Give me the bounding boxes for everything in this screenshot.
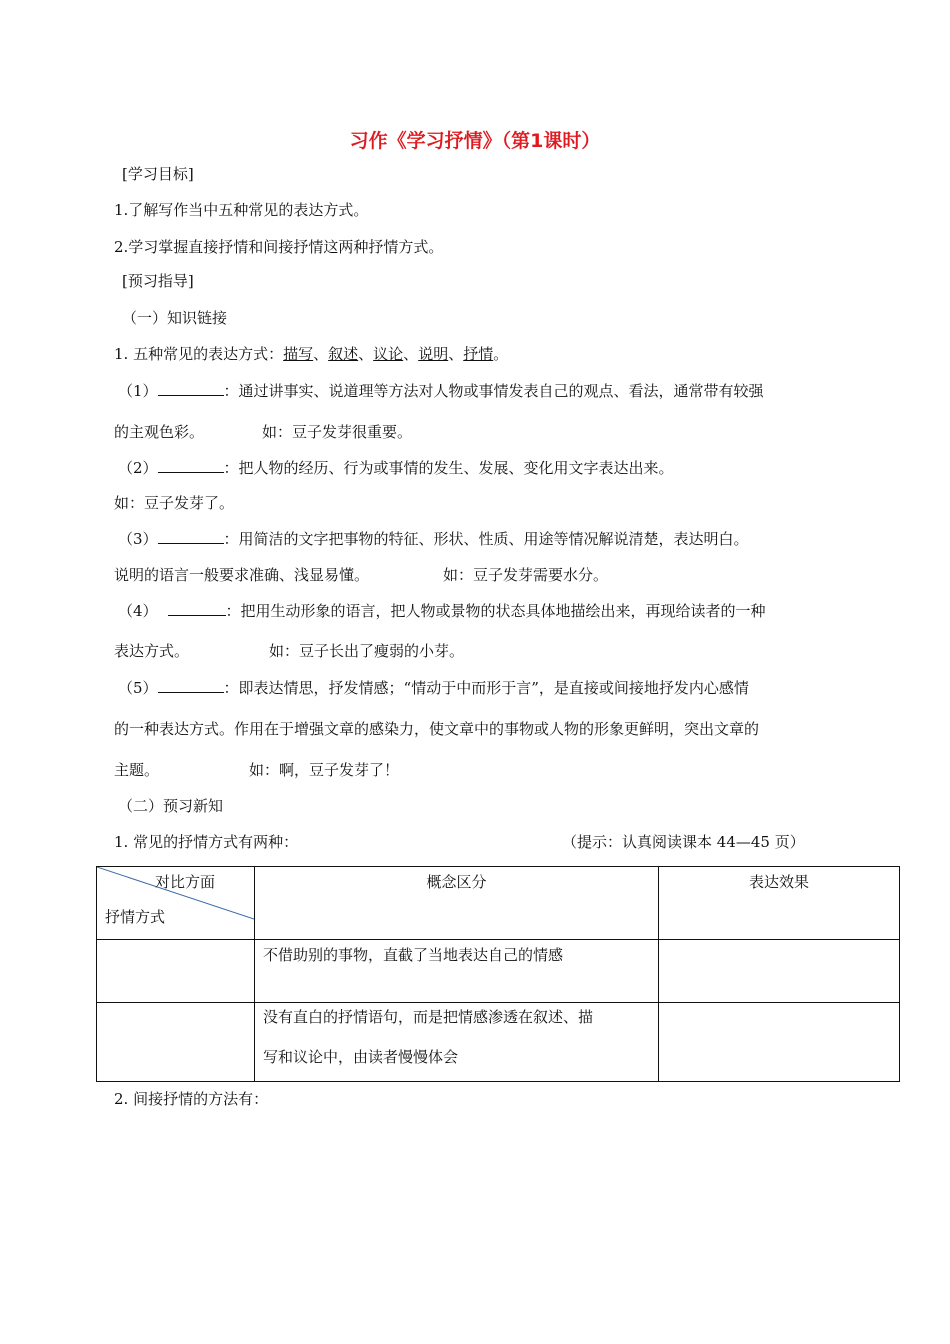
item-5-cont-1: 的一种表达方式。作用在于增强文章的感染力，使文章中的事物或人物的形象更鲜明，突出文章的 (114, 720, 760, 738)
item-3-example: 如：豆子发芽需要水分。 (443, 566, 609, 584)
fill-blank-4[interactable] (168, 601, 226, 616)
item-2-text: ：把人物的经历、行为或事情的发生、发展、变化用文字表达出来。 (223, 459, 674, 477)
question-1-prefix: 1. 五种常见的表达方式： (114, 345, 284, 363)
item-2-example: 如：豆子发芽了。 (114, 494, 235, 512)
row-2-concept (255, 1003, 659, 1082)
item-3-number: （3） (118, 530, 158, 548)
item-1-number: （1） (118, 382, 158, 400)
section-2-header: （二）预习新知 (118, 797, 224, 815)
period: 。 (493, 345, 509, 363)
item-4-cont-text: 表达方式。 (114, 642, 190, 660)
separator: 、 (313, 345, 329, 363)
separator: 、 (448, 345, 464, 363)
item-4-number: （4） (118, 602, 158, 620)
item-3-text: ：用简洁的文字把事物的特征、形状、性质、用途等情况解说清楚，表达明白。 (223, 530, 749, 548)
section-1-header: （一）知识链接 (122, 309, 228, 327)
item-4-continued (114, 640, 464, 661)
item-1-text: ：通过讲事实、说道理等方法对人物或事情发表自己的观点、看法，通常带有较强 (223, 382, 764, 400)
question-3: 2. 间接抒情的方法有： (114, 1090, 269, 1108)
header-aspect-label: 对比方面 (155, 873, 216, 891)
item-1 (118, 380, 764, 401)
question-1 (114, 343, 508, 364)
goal-2: 2.学习掌握直接抒情和间接抒情这两种抒情方式。 (114, 238, 444, 256)
fill-blank-3[interactable] (158, 529, 224, 544)
fill-blank-5[interactable] (158, 678, 224, 693)
question-2-hint: （提示：认真阅读课本 44—45 页） (562, 833, 805, 851)
question-2: 1. 常见的抒情方式有两种： (114, 833, 299, 851)
item-3-continued (114, 564, 608, 585)
mode-lyric: 抒情 (463, 345, 494, 363)
separator: 、 (403, 345, 419, 363)
item-1-example: 如：豆子发芽很重要。 (262, 423, 413, 441)
item-4-text: ：把用生动形象的语言，把人物或景物的状态具体地描绘出来，再现给读者的一种 (225, 602, 766, 620)
item-2-number: （2） (118, 459, 158, 477)
lyric-methods-table (96, 866, 900, 1082)
fill-blank-1[interactable] (158, 381, 224, 396)
item-5-text: ：即表达情思，抒发情感；“情动于中而形于言”，是直接或间接地抒发内心感情 (223, 679, 749, 697)
row-2-concept-line-2: 写和议论中，由读者慢慢体会 (263, 1048, 459, 1066)
item-1-continued (114, 421, 412, 442)
page-title: 习作《学习抒情》（第1课时） (349, 130, 601, 152)
goal-1: 1.了解写作当中五种常见的表达方式。 (114, 201, 369, 219)
mode-argue: 议论 (373, 345, 404, 363)
item-5-example: 如：啊，豆子发芽了！ (249, 761, 400, 779)
item-3 (118, 528, 749, 549)
row-2-concept-line-1: 没有直白的抒情语句，而是把情感渗透在叙述、描 (263, 1008, 594, 1026)
item-3-cont-text: 说明的语言一般要求准确、浅显易懂。 (114, 566, 370, 584)
row-1-effect[interactable] (659, 940, 900, 1003)
separator: 、 (358, 345, 374, 363)
guide-header: [预习指导] (122, 272, 194, 290)
item-5 (118, 677, 749, 698)
mode-explain: 说明 (418, 345, 449, 363)
item-1-cont-text: 的主观色彩。 (114, 423, 205, 441)
item-4-example: 如：豆子长出了瘦弱的小芽。 (269, 642, 465, 660)
item-5-cont-2 (114, 759, 399, 780)
item-5-cont-2-text: 主题。 (114, 761, 160, 779)
row-2-effect[interactable] (659, 1003, 900, 1082)
fill-blank-2[interactable] (158, 458, 224, 473)
row-1-concept: 不借助别的事物，直截了当地表达自己的情感 (255, 940, 659, 1003)
item-5-number: （5） (118, 679, 158, 697)
mode-describe: 描写 (283, 345, 314, 363)
mode-narrate: 叙述 (328, 345, 359, 363)
header-method-label: 抒情方式 (105, 908, 166, 926)
goals-header: [学习目标] (122, 165, 194, 183)
item-2 (118, 457, 674, 478)
item-4 (118, 600, 766, 621)
header-diagonal-cell (97, 867, 255, 940)
header-concept: 概念区分 (255, 867, 659, 940)
row-2-method[interactable] (97, 1003, 255, 1082)
row-1-method[interactable] (97, 940, 255, 1003)
header-effect: 表达效果 (659, 867, 900, 940)
